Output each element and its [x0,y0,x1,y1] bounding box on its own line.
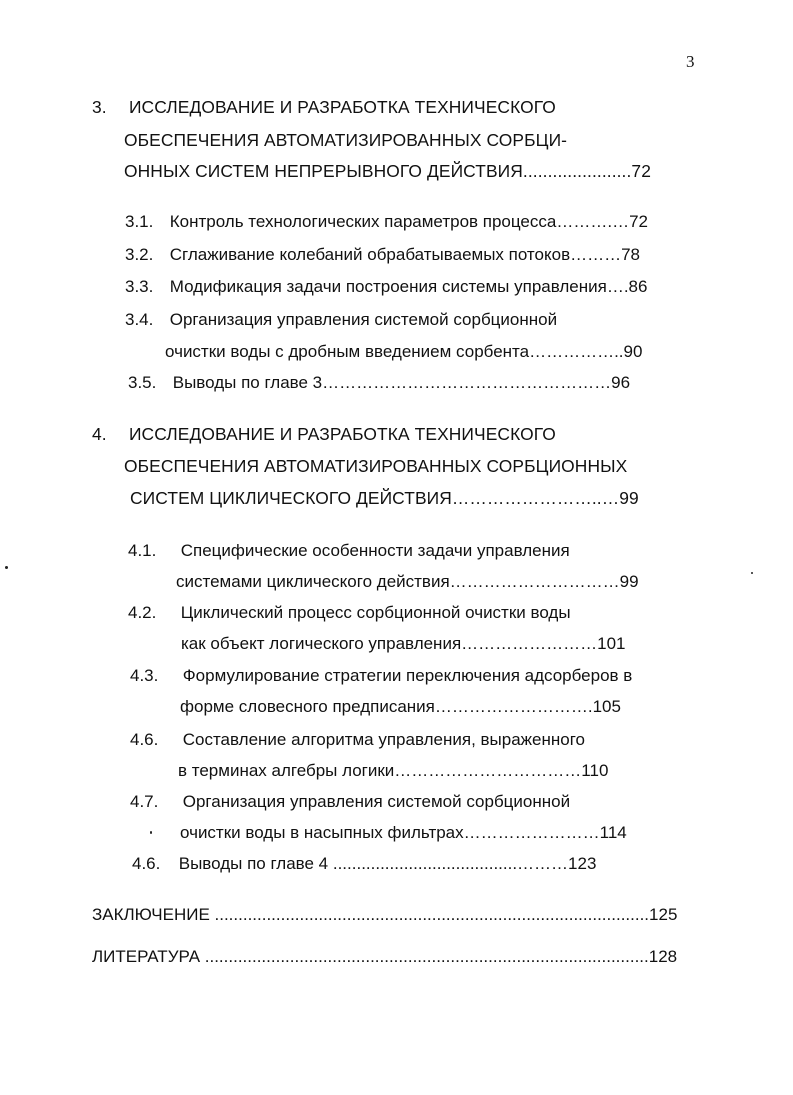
section-title-continuation: очистки воды с дробным введением сорбента……………..90 [165,342,643,361]
toc-entry [128,372,630,394]
section-title: Циклический процесс сорбционной очистки воды [180,603,571,622]
section-number: 3.4. [125,310,154,329]
section-title: Выводы по главе 4 .......................................………123 [178,854,597,873]
section-title-continuation: очистки воды в насыпных фильтрах……………………114 [180,823,627,842]
toc-entry [130,729,585,751]
scan-speck [751,572,753,574]
section-number: 3.5. [128,373,157,392]
section-number: 4.7. [130,792,159,811]
toc-bibliography: ЛИТЕРАТУРА ..............................................................................................128 [92,947,678,966]
chapter-title-line: ОБЕСПЕЧЕНИЯ АВТОМАТИЗИРОВАННЫХ СОРБЦИОННЫХ [124,456,628,476]
scan-speck [150,831,152,834]
chapter-4-heading [92,423,556,445]
section-title: Сглаживание колебаний обрабатываемых потоков………78 [169,245,641,264]
section-title: Составление алгоритма управления, выраженного [182,730,586,749]
chapter-title-line: ОННЫХ СИСТЕМ НЕПРЕРЫВНОГО ДЕЙСТВИЯ......................72 [124,161,651,181]
section-number: 3.3. [125,277,154,296]
toc-entry [125,211,648,233]
toc-entry [125,244,640,266]
section-number: 4.2. [128,603,157,622]
chapter-title-line: ИССЛЕДОВАНИЕ И РАЗРАБОТКА ТЕХНИЧЕСКОГО [128,424,556,444]
section-title: Организация управления системой сорбционной [182,792,571,811]
section-title: Модификация задачи построения системы управления….86 [169,277,648,296]
section-title-continuation: форме словесного предписания……………………….105 [180,697,621,716]
section-number: 4.6. [130,730,159,749]
toc-entry [128,540,570,562]
section-number: 3.1. [125,212,154,231]
section-title-continuation: как объект логического управления……………………101 [181,634,626,653]
chapter-title-line: ОБЕСПЕЧЕНИЯ АВТОМАТИЗИРОВАННЫХ СОРБЦИ- [124,130,568,150]
section-number: 4.3. [130,666,159,685]
chapter-title-line: ИССЛЕДОВАНИЕ И РАЗРАБОТКА ТЕХНИЧЕСКОГО [128,97,556,117]
section-number: 3.2. [125,245,154,264]
toc-entry [125,309,557,331]
section-number: 4.6. [132,854,161,873]
toc-entry [130,665,632,687]
chapter-title-line: СИСТЕМ ЦИКЛИЧЕСКОГО ДЕЙСТВИЯ……………………..…99 [130,488,639,508]
chapter-3-heading [92,96,556,118]
toc-entry [125,276,647,298]
toc-conclusion: ЗАКЛЮЧЕНИЕ ............................................................................................125 [92,905,678,924]
section-title-continuation: в терминах алгебры логики……………………………110 [178,761,609,780]
section-title: Организация управления системой сорбционной [169,310,558,329]
section-title: Специфические особенности задачи управления [180,541,570,560]
toc-entry [128,602,571,624]
toc-entry [132,853,596,875]
page-number: 3 [686,52,695,71]
section-title: Контроль технологических параметров процесса……….…72 [169,212,648,231]
chapter-number: 3. [92,97,107,117]
scan-speck [5,566,8,569]
section-title-continuation: системами циклического действия…………………………99 [176,572,639,591]
section-title: Выводы по главе 3……………………………………………96 [172,373,631,392]
chapter-number: 4. [92,424,107,444]
toc-entry [130,791,570,813]
section-title: Формулирование стратегии переключения адсорберов в [182,666,633,685]
section-number: 4.1. [128,541,157,560]
